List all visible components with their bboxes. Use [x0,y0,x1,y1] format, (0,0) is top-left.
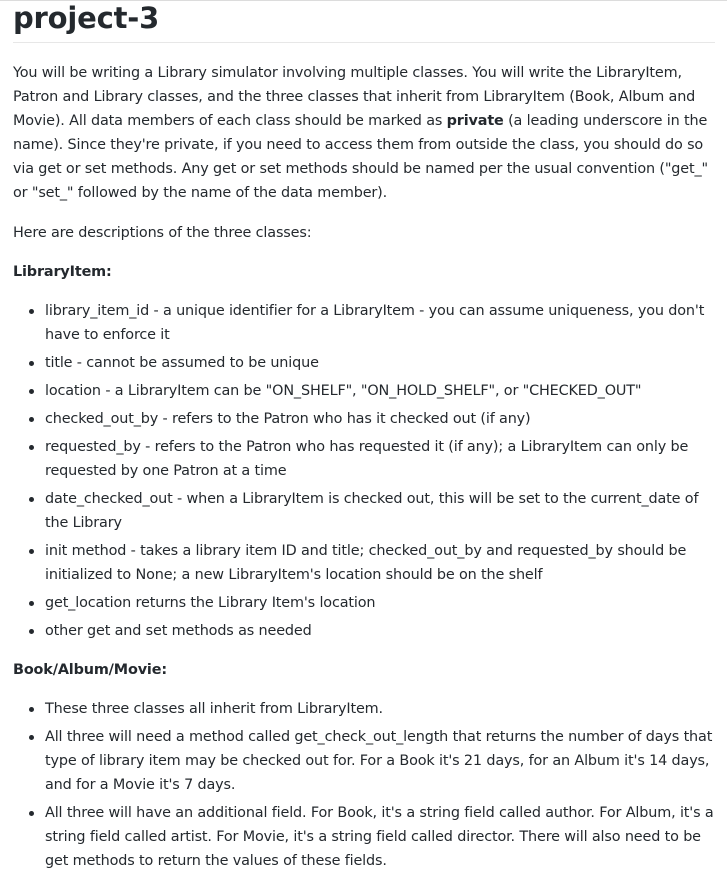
list-item-text: get_location returns the Library Item's location [45,595,376,611]
page-title: project-3 [13,1,160,35]
list-item-text: init method - takes a library item ID and title; checked_out_by and requested_by should be initialized to None; a new LibraryItem's location should be on the shelf [45,543,687,583]
list-item-text: library_item_id - a unique identifier for a LibraryItem - you can assume uniqueness, you don't have to enforce it [45,303,705,343]
bullet-icon [29,601,34,606]
list-item [13,407,715,431]
list-item [13,619,715,643]
list-item-text: All three will have an additional field. For Book, it's a string field called author. For Album, it's a string field called artist. For Movie, it's a string field called director. There will also need to be get methods to return the values of these fields. [45,805,714,869]
bullet-icon [29,417,34,422]
list-item-text: other get and set methods as needed [45,623,312,639]
intro-text-end: (a leading underscore in the name). Since they're private, if you need to access them from outside the class, you should do so via get or set methods. Any get or set methods should be named per the usual convention ("get_" or "set_" followed by the name of the data member). [13,113,708,201]
list-item [13,725,715,797]
list-item [13,539,715,587]
document-body [13,0,715,877]
bullet-icon [29,445,34,450]
book-album-movie-list [13,697,715,873]
book-album-movie-heading: Book/Album/Movie: [13,662,167,678]
intro-bold-private: private [446,113,504,129]
list-item [13,591,715,615]
intro-paragraph [13,61,715,205]
descriptions-intro: Here are descriptions of the three classes: [13,225,312,241]
list-item [13,487,715,535]
list-item [13,351,715,375]
bullet-icon [29,389,34,394]
intro-text-start: You will be writing a Library simulator involving multiple classes. You will write the LibraryItem, Patron and Library classes, and the three classes that inherit from LibraryItem (Book, Album and Movie). All data members of each class should be marked as [13,65,696,129]
libraryitem-heading: LibraryItem: [13,264,112,280]
bullet-icon [29,497,34,502]
list-item [13,801,715,873]
list-item-text: checked_out_by - refers to the Patron who has it checked out (if any) [45,411,531,427]
libraryitem-list [13,299,715,643]
list-item-text: These three classes all inherit from LibraryItem. [45,701,383,717]
bullet-icon [29,811,34,816]
list-item [13,379,715,403]
title-divider [13,42,715,43]
bullet-icon [29,707,34,712]
list-item-text: title - cannot be assumed to be unique [45,355,319,371]
list-item-text: requested_by - refers to the Patron who has requested it (if any); a LibraryItem can only be requested by one Patron at a time [45,439,689,479]
bullet-icon [29,735,34,740]
list-item-text: location - a LibraryItem can be "ON_SHELF", "ON_HOLD_SHELF", or "CHECKED_OUT" [45,383,642,399]
list-item [13,697,715,721]
list-item [13,435,715,483]
list-item-text: date_checked_out - when a LibraryItem is checked out, this will be set to the current_date of the Library [45,491,699,531]
bullet-icon [29,309,34,314]
list-item [13,299,715,347]
bullet-icon [29,549,34,554]
list-item-text: All three will need a method called get_check_out_length that returns the number of days that type of library item may be checked out for. For a Book it's 21 days, for an Album it's 14 days, and for a Movie it's 7 days. [45,729,713,793]
bullet-icon [29,361,34,366]
bullet-icon [29,629,34,634]
